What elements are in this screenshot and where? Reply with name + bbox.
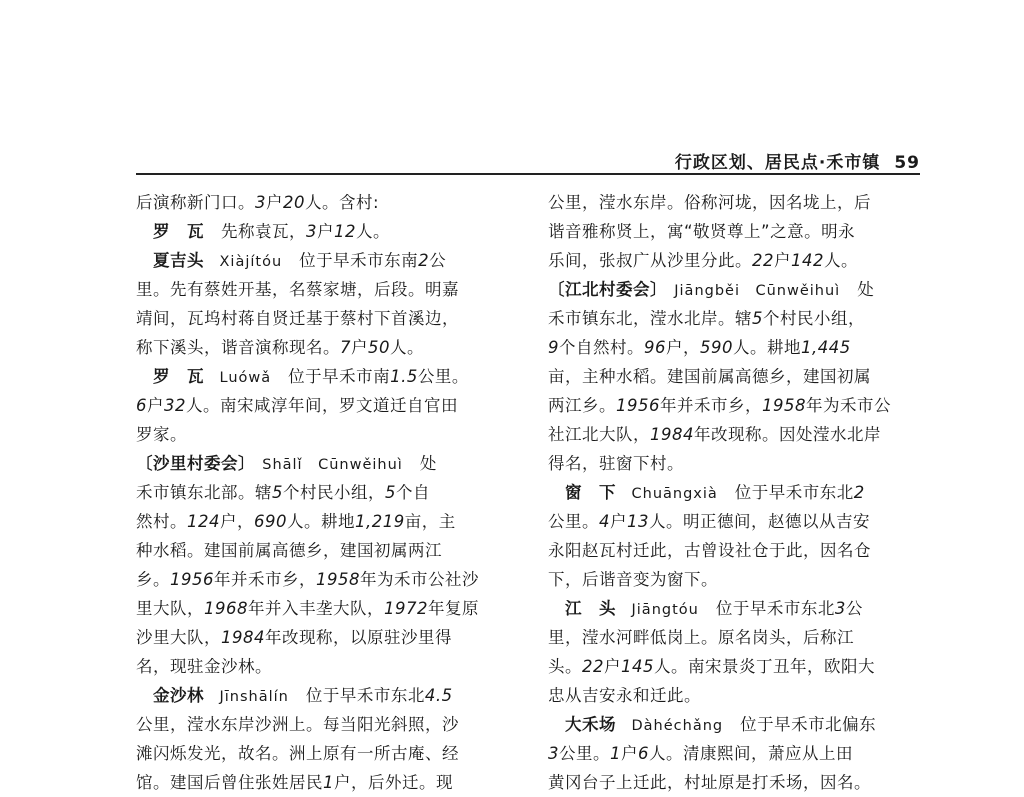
text-run: 户 bbox=[774, 251, 791, 270]
text-line bbox=[548, 739, 918, 768]
text-run: 户 bbox=[621, 744, 638, 763]
text-run: 4.5 bbox=[424, 686, 453, 705]
text-line bbox=[136, 304, 506, 333]
text-line bbox=[548, 246, 918, 275]
text-run: 户，后外迁。现 bbox=[334, 773, 453, 792]
text-run: 忠从吉安永和迁此。 bbox=[548, 686, 701, 705]
text-run: 22 bbox=[752, 251, 774, 270]
text-run: 人。耕地 bbox=[287, 512, 355, 531]
text-run: 户 bbox=[604, 657, 621, 676]
pinyin-text: Jiāngtóu bbox=[616, 602, 699, 618]
text-run: 6 bbox=[638, 744, 649, 763]
text-line bbox=[136, 507, 506, 536]
text-run: 公里。 bbox=[548, 512, 599, 531]
text-run: 头。 bbox=[548, 657, 582, 676]
text-line bbox=[136, 623, 506, 652]
entry-heading: 金沙林 bbox=[136, 686, 204, 705]
text-run: 里大队， bbox=[136, 599, 204, 618]
pinyin-text: Chuāngxià bbox=[616, 486, 718, 502]
text-line bbox=[548, 449, 918, 478]
text-run: 沙里大队， bbox=[136, 628, 221, 647]
pinyin-text: Luówǎ bbox=[204, 370, 272, 386]
text-line bbox=[548, 681, 918, 710]
text-run: 公 bbox=[845, 599, 863, 618]
text-run: 处 bbox=[840, 280, 875, 299]
text-run: 处 bbox=[402, 454, 437, 473]
text-run: 亩，主 bbox=[404, 512, 456, 531]
text-run: 下，后谐音变为窗下。 bbox=[548, 570, 718, 589]
text-run: 里，滢水河畔低岗上。原名岗头，后称江 bbox=[548, 628, 854, 647]
text-run: 永阳赵瓦村迁此，古曾设社仓于此，因名仓 bbox=[548, 541, 871, 560]
text-run: 户， bbox=[666, 338, 700, 357]
text-run: 公 bbox=[429, 251, 447, 270]
text-line bbox=[548, 594, 918, 623]
text-run: 位于早禾市东北 bbox=[288, 686, 425, 705]
page-number: 59 bbox=[894, 153, 920, 173]
text-run: 590 bbox=[700, 338, 733, 357]
text-line bbox=[136, 768, 506, 797]
text-line bbox=[548, 652, 918, 681]
text-run: 年为禾市公社沙 bbox=[360, 570, 479, 589]
text-run: 谐音雅称贤上，寓“敬贤尊上”之意。明永 bbox=[548, 222, 856, 241]
text-run: 乐间，张叔广从沙里分此。 bbox=[548, 251, 752, 270]
text-run: 先称袁瓦， bbox=[204, 222, 306, 241]
text-run: 1956 bbox=[616, 396, 660, 415]
entry-heading: 大禾场 bbox=[548, 715, 616, 734]
text-line bbox=[548, 623, 918, 652]
text-line bbox=[136, 333, 506, 362]
text-line bbox=[548, 478, 918, 507]
text-run: 称下溪头，谐音演称现名。 bbox=[136, 338, 340, 357]
text-line bbox=[136, 362, 506, 391]
text-run: 人。 bbox=[824, 251, 858, 270]
text-run: 公里，滢水东岸。俗称河垅，因名垅上，后 bbox=[548, 193, 871, 212]
text-run: 人。清康熙间，萧应从上田 bbox=[649, 744, 853, 763]
text-line bbox=[136, 275, 506, 304]
text-run: 种水稻。建国前属高德乡，建国初属两江 bbox=[136, 541, 442, 560]
text-run: 年为禾市公 bbox=[806, 396, 891, 415]
text-line bbox=[136, 739, 506, 768]
text-run: 个村民小组， bbox=[763, 309, 865, 328]
entry-heading: 罗 瓦 bbox=[136, 367, 204, 386]
text-run: 1956 bbox=[170, 570, 214, 589]
text-run: 亩，主种水稻。建国前属高德乡，建国初属 bbox=[548, 367, 871, 386]
text-run: 1968 bbox=[204, 599, 248, 618]
running-header bbox=[136, 148, 920, 173]
text-run: 32 bbox=[164, 396, 186, 415]
text-run: 1 bbox=[323, 773, 334, 792]
text-run: 5 bbox=[752, 309, 763, 328]
text-run: 然村。 bbox=[136, 512, 187, 531]
text-run: 人。南宋景炎丁丑年，欧阳大 bbox=[654, 657, 875, 676]
text-run: 禾市镇东北部。辖 bbox=[136, 483, 272, 502]
text-line bbox=[548, 275, 918, 304]
text-line bbox=[136, 449, 506, 478]
text-line bbox=[136, 536, 506, 565]
text-run: 里。先有蔡姓开基，名蔡家塘，后段。明嘉 bbox=[136, 280, 459, 299]
text-run: 滩闪烁发光，故名。洲上原有一所古庵、经 bbox=[136, 744, 459, 763]
text-run: 位于早禾市北偏东 bbox=[723, 715, 877, 734]
text-run: 人。含村: bbox=[305, 193, 380, 212]
text-line bbox=[548, 710, 918, 739]
text-run: 145 bbox=[621, 657, 654, 676]
text-line bbox=[136, 246, 506, 275]
text-run: 年改现称。因处滢水北岸 bbox=[694, 425, 881, 444]
text-line bbox=[548, 536, 918, 565]
text-line bbox=[136, 681, 506, 710]
text-run: 人。明正德间，赵德以从吉安 bbox=[649, 512, 870, 531]
text-run: 3 bbox=[548, 744, 559, 763]
text-line bbox=[136, 188, 506, 217]
text-run: 公里，滢水东岸沙洲上。每当阳光斜照，沙 bbox=[136, 715, 459, 734]
header-rule bbox=[136, 173, 920, 175]
text-run: 人。耕地 bbox=[733, 338, 801, 357]
entry-heading: 夏吉头 bbox=[136, 251, 204, 270]
text-run: 1,445 bbox=[801, 338, 851, 357]
text-line bbox=[548, 217, 918, 246]
text-run: 1.5 bbox=[390, 367, 418, 386]
text-run: 20 bbox=[283, 193, 305, 212]
text-run: 靖间，瓦坞村蒋自贤迁基于蔡村下首溪边， bbox=[136, 309, 459, 328]
text-run: 年复原 bbox=[428, 599, 479, 618]
pinyin-text: Shālǐ Cūnwěihuì bbox=[246, 457, 403, 473]
text-line bbox=[136, 710, 506, 739]
text-run: 位于早禾市东南 bbox=[282, 251, 419, 270]
text-run: 1972 bbox=[384, 599, 428, 618]
text-run: 社江北大队， bbox=[548, 425, 650, 444]
text-run: 3 bbox=[306, 222, 317, 241]
text-line bbox=[136, 217, 506, 246]
text-run: 142 bbox=[791, 251, 824, 270]
text-run: 690 bbox=[254, 512, 287, 531]
text-run: 户 bbox=[351, 338, 368, 357]
text-run: 年并禾市乡， bbox=[214, 570, 316, 589]
text-run: 得名，驻窗下村。 bbox=[548, 454, 684, 473]
text-run: 年并入丰垄大队， bbox=[248, 599, 384, 618]
text-run: 12 bbox=[334, 222, 356, 241]
text-run: 户 bbox=[610, 512, 627, 531]
text-run: 1984 bbox=[221, 628, 265, 647]
text-run: 禾市镇东北，滢水北岸。辖 bbox=[548, 309, 752, 328]
text-run: 13 bbox=[627, 512, 649, 531]
text-line bbox=[548, 333, 918, 362]
text-line bbox=[136, 420, 506, 449]
header-title: 行政区划、居民点·禾市镇 bbox=[674, 153, 881, 173]
text-run: 年并禾市乡， bbox=[660, 396, 762, 415]
text-run: 5 bbox=[385, 483, 396, 502]
text-run: 黄冈台子上迁此，村址原是打禾场，因名。 bbox=[548, 773, 871, 792]
text-run: 户 bbox=[317, 222, 334, 241]
text-run: 1958 bbox=[762, 396, 806, 415]
text-line bbox=[548, 420, 918, 449]
text-line bbox=[136, 391, 506, 420]
text-run: 名，现驻金沙林。 bbox=[136, 657, 272, 676]
pinyin-text: Jiāngběi Cūnwěihuì bbox=[658, 283, 841, 299]
entry-heading: 窗 下 bbox=[548, 483, 616, 502]
left-column bbox=[136, 188, 506, 797]
text-run: 2 bbox=[418, 251, 430, 270]
text-run: 个自然村。 bbox=[559, 338, 644, 357]
text-run: 124 bbox=[187, 512, 220, 531]
text-run: 年改现称，以原驻沙里得 bbox=[265, 628, 452, 647]
pinyin-text: Xiàjítóu bbox=[204, 254, 283, 270]
text-run: 位于早禾市东北 bbox=[717, 483, 854, 502]
text-run: 户 bbox=[266, 193, 283, 212]
text-run: 后演称新门口。 bbox=[136, 193, 255, 212]
text-run: 50 bbox=[368, 338, 390, 357]
text-run: 公里。 bbox=[417, 367, 469, 386]
text-line bbox=[136, 565, 506, 594]
text-run: 公里。 bbox=[559, 744, 610, 763]
text-run: 2 bbox=[853, 483, 865, 502]
text-run: 96 bbox=[644, 338, 666, 357]
text-run: 人。南宋咸淳年间，罗文道迁自官田 bbox=[186, 396, 458, 415]
text-run: 罗家。 bbox=[136, 425, 187, 444]
entry-heading: 江 头 bbox=[548, 599, 616, 618]
text-line bbox=[548, 768, 918, 797]
text-run: 个自 bbox=[396, 483, 430, 502]
text-run: 位于早禾市南 bbox=[271, 367, 391, 386]
text-run: 7 bbox=[340, 338, 351, 357]
pinyin-text: Jīnshālín bbox=[204, 689, 289, 705]
text-line bbox=[548, 304, 918, 333]
text-run: 4 bbox=[599, 512, 610, 531]
text-line bbox=[548, 188, 918, 217]
text-line bbox=[136, 478, 506, 507]
text-run: 1958 bbox=[316, 570, 360, 589]
entry-heading: 罗 瓦 bbox=[136, 222, 204, 241]
text-line bbox=[136, 652, 506, 681]
text-run: 1 bbox=[610, 744, 621, 763]
text-run: 5 bbox=[272, 483, 283, 502]
text-run: 1984 bbox=[650, 425, 694, 444]
text-run: 乡。 bbox=[136, 570, 170, 589]
text-run: 户， bbox=[220, 512, 254, 531]
text-line bbox=[548, 391, 918, 420]
text-run: 人。 bbox=[390, 338, 424, 357]
text-run: 两江乡。 bbox=[548, 396, 616, 415]
text-line bbox=[548, 362, 918, 391]
text-run: 人。 bbox=[356, 222, 390, 241]
right-column bbox=[548, 188, 918, 797]
text-run: 1,219 bbox=[355, 512, 405, 531]
pinyin-text: Dàhéchǎng bbox=[616, 718, 724, 734]
text-run: 9 bbox=[548, 338, 559, 357]
text-line bbox=[548, 565, 918, 594]
text-line bbox=[548, 507, 918, 536]
entry-heading: 〔江北村委会〕 bbox=[548, 280, 659, 299]
text-run: 22 bbox=[582, 657, 604, 676]
entry-heading: 〔沙里村委会〕 bbox=[136, 454, 247, 473]
text-run: 3 bbox=[255, 193, 266, 212]
text-run: 个村民小组， bbox=[283, 483, 385, 502]
text-run: 位于早禾市东北 bbox=[698, 599, 835, 618]
text-line bbox=[136, 594, 506, 623]
text-run: 户 bbox=[147, 396, 164, 415]
text-run: 3 bbox=[834, 599, 846, 618]
text-run: 6 bbox=[136, 396, 147, 415]
text-run: 馆。建国后曾住张姓居民 bbox=[136, 773, 323, 792]
